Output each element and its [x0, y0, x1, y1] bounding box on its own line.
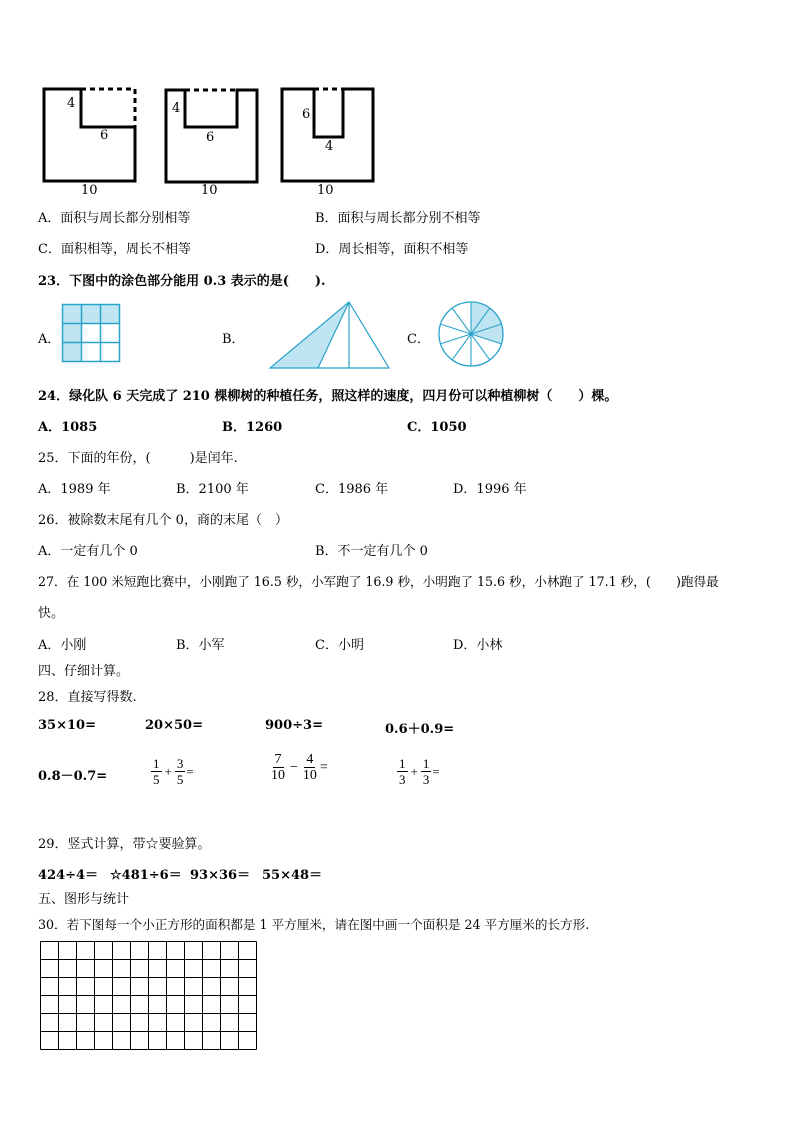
- q28-expr-5[interactable]: 0.8－0.7=: [38, 769, 108, 784]
- q29-item-3[interactable]: 93×36＝: [190, 868, 251, 883]
- q28-expr-1[interactable]: 35×10=: [38, 718, 96, 733]
- q22-figure-3: [281, 88, 375, 183]
- q28-expr-3[interactable]: 900÷3=: [265, 718, 323, 733]
- circle-radius-line: [441, 324, 471, 334]
- grid-shaded-top-cell: [82, 305, 101, 324]
- q30-question: 30．若下图每一个小正方形的面积都是 1 平方厘米，请在图中画一个面积是 24 平方厘米的长方形.: [38, 917, 590, 932]
- figure-3-inner-label: 4: [325, 139, 334, 154]
- frac1-equals: =: [186, 763, 194, 779]
- q24-option-c[interactable]: C．1050: [407, 420, 467, 435]
- q25-question: 25．下面的年份，( )是闰年.: [38, 451, 238, 466]
- q27-option-c[interactable]: C．小明: [315, 638, 364, 653]
- frac3-num2: 1: [422, 756, 430, 771]
- q24-option-a[interactable]: A．1085: [38, 420, 98, 435]
- q25-option-b[interactable]: B．2100 年: [176, 482, 249, 497]
- grid-shaded-column: [63, 305, 82, 362]
- q27-option-a[interactable]: A．小刚: [38, 638, 87, 653]
- frac1-den2: 5: [176, 772, 184, 787]
- figure-2-left-label: 4: [172, 101, 181, 116]
- grid-shaded-top-right-cell: [101, 305, 120, 324]
- q27-option-b[interactable]: B．小军: [176, 638, 225, 653]
- q25-option-d[interactable]: D．1996 年: [453, 482, 527, 497]
- q30-square-grid[interactable]: [40, 941, 260, 1043]
- q22-option-a[interactable]: A．面积与周长都分别相等: [38, 211, 191, 226]
- circle-radius-line: [441, 334, 471, 344]
- frac1-num1: 1: [153, 756, 160, 771]
- figure-1-bottom-label: 10: [81, 183, 98, 198]
- circle-radius-line: [452, 334, 471, 360]
- q27-question-line1: 27．在 100 米短跑比赛中，小刚跑了 16.5 秒，小军跑了 16.9 秒，小明跑了 15.6 秒，小林跑了 17.1 秒，( )跑得最: [38, 574, 719, 589]
- q27-option-d[interactable]: D．小林: [453, 638, 503, 653]
- q22-option-c[interactable]: C．面积相等，周长不相等: [38, 242, 191, 257]
- q23-option-b-label[interactable]: B．: [222, 332, 245, 347]
- q27-question-line2: 快。: [38, 606, 65, 621]
- q24-question: 24．绿化队 6 天完成了 210 棵柳树的种植任务，照这样的速度，四月份可以种植柳树（ ）棵。: [38, 389, 618, 404]
- figure-1-dashed-edge: [81, 89, 135, 127]
- q26-option-a[interactable]: A．一定有几个 0: [38, 544, 138, 559]
- frac2-equals: =: [319, 759, 328, 775]
- frac1-den1: 5: [153, 772, 160, 787]
- q29-item-4[interactable]: 55×48＝: [262, 868, 323, 883]
- q28-fraction-expr-3[interactable]: [396, 756, 440, 787]
- q23-circle-figure[interactable]: [437, 300, 507, 370]
- q22-option-b[interactable]: B．面积与周长都分别不相等: [315, 211, 481, 226]
- figure-2-bottom-label: 10: [201, 183, 218, 198]
- section-5-heading: 五、图形与统计: [38, 892, 130, 907]
- frac2-den2: 10: [302, 768, 317, 783]
- q28-fraction-expr-2[interactable]: [268, 752, 328, 783]
- q22-option-d[interactable]: D．周长相等，面积不相等: [315, 242, 469, 257]
- q23-question: 23．下图中的涂色部分能用 0.3 表示的是( ).: [38, 274, 326, 289]
- q29-item-2[interactable]: ☆481÷6＝: [110, 868, 182, 883]
- q26-option-b[interactable]: B．不一定有几个 0: [315, 544, 428, 559]
- q28-fraction-expr-1[interactable]: [150, 756, 194, 787]
- figure-1-inner-label: 6: [100, 128, 109, 143]
- q28-expr-2[interactable]: 20×50=: [145, 718, 203, 733]
- frac1-num2: 3: [176, 756, 184, 771]
- q23-option-a-label[interactable]: A．: [38, 332, 61, 347]
- q28-question: 28．直接写得数.: [38, 690, 137, 705]
- section-4-heading: 四、仔细计算。: [38, 664, 130, 679]
- frac2-den1: 10: [271, 768, 285, 783]
- q24-option-b[interactable]: B．1260: [222, 420, 283, 435]
- figure-3-left-label: 6: [302, 107, 311, 122]
- frac2-operator: −: [290, 759, 298, 775]
- q28-expr-4[interactable]: 0.6＋0.9=: [385, 722, 455, 737]
- frac3-operator: +: [410, 763, 418, 779]
- figure-1-outline: [44, 89, 135, 181]
- frac3-equals: =: [432, 763, 440, 779]
- q25-option-a[interactable]: A．1989 年: [38, 482, 111, 497]
- q23-option-c-label[interactable]: C．: [407, 332, 430, 347]
- q29-item-1[interactable]: 424÷4＝: [38, 868, 99, 883]
- frac1-operator: +: [164, 763, 172, 779]
- frac2-num1: 7: [274, 752, 282, 767]
- q29-question: 29．竖式计算，带☆要验算。: [38, 837, 211, 852]
- circle-radius-line: [452, 308, 471, 334]
- frac3-num1: 1: [399, 756, 406, 771]
- q23-grid-figure[interactable]: [62, 304, 122, 362]
- q23-triangle-figure[interactable]: [268, 300, 392, 372]
- figure-1-left-label: 4: [67, 96, 76, 111]
- q25-option-c[interactable]: C．1986 年: [315, 482, 389, 497]
- frac3-den2: 3: [422, 772, 430, 787]
- figure-2-inner-label: 6: [206, 130, 215, 145]
- frac3-den1: 3: [399, 772, 406, 787]
- q22-figure-1: [43, 88, 137, 183]
- frac2-num2: 4: [306, 752, 314, 767]
- q26-question: 26．被除数末尾有几个 0，商的末尾（ ）: [38, 513, 288, 528]
- figure-3-bottom-label: 10: [317, 183, 334, 198]
- figure-2-dashed-edge: [185, 90, 237, 127]
- figure-3-outline: [282, 89, 373, 181]
